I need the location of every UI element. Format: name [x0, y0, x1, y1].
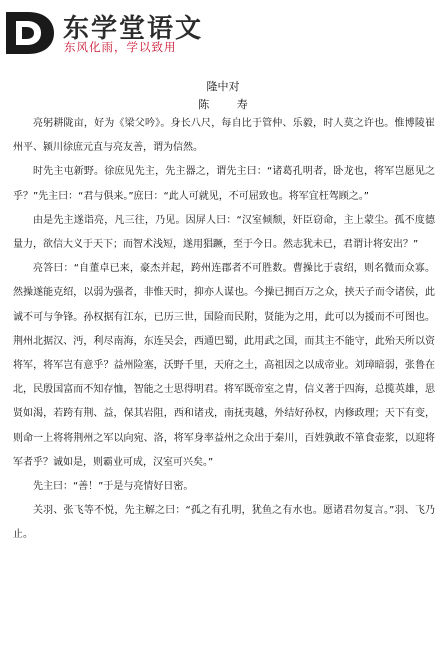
- d-letter-logo-icon: [2, 8, 58, 58]
- paragraph-6: 关羽、张飞等不悦，先主解之曰：“孤之有孔明，犹鱼之有水也。愿诸君勿复言。”羽、飞乃止。: [13, 505, 435, 541]
- document-body: [13, 112, 435, 548]
- paragraph-1: 亮躬耕陇亩，好为《梁父吟》。身长八尺，每自比于管仲、乐毅，时人莫之许也。惟博陵崔州平、颍川徐庶元直与亮友善，谓为信然。: [13, 118, 435, 154]
- paragraph-2: 时先主屯新野。徐庶见先主，先主器之，谓先主曰：“诸葛孔明者，卧龙也，将军岂愿见之乎？”先主曰：“君与俱来。”庶曰：“此人可就见，不可屈致也。将军宜枉驾顾之。”: [13, 166, 435, 202]
- site-header: [0, 0, 446, 64]
- brand-name: 东学堂语文: [63, 14, 204, 44]
- document-title: 隆中对: [206, 80, 240, 93]
- paragraph-4: 亮答曰：“自董卓已来，豪杰并起，跨州连郡者不可胜数。曹操比于袁绍，则名微而众寡。然操遂能克绍，以弱为强者，非惟天时，抑亦人谋也。今操已拥百万之众，挟天子而令诸侯，此诚不可与争锋。孙权据有江东，已历三世，国险而民附，贤能为之用，此可以为援而不可图也。荆州北据汉、沔，利尽南海，东连吴会，西通巴蜀，此用武之国，而其主不能守，此殆天所以资将军，将军岂有意乎？益州险塞，沃野千里，天府之土，高祖因之以成帝业。刘璋暗弱，张鲁在北，民殷国富而不知存恤，智能之士思得明君。将军既帝室之胄，信义著于四海，总揽英雄，思贤如渴，若跨有荆、益，保其岩阻，西和诸戎，南抚夷越，外结好孙权，内修政理；天下有变，则命一上将将荆州之军以向宛、洛，将军身率益州之众出于秦川，百姓孰敢不箪食壶浆，以迎将军者乎？诚如是，则霸业可成，汉室可兴矣。”: [13, 263, 435, 468]
- brand-slogan: 东风化雨，学以致用: [64, 40, 177, 54]
- paragraph-5: 先主曰：“善！”于是与亮情好日密。: [33, 481, 194, 493]
- paragraph-3: 由是先主遂诣亮，凡三往，乃见。因屏人曰：“汉室倾颓，奸臣窃命，主上蒙尘。孤不度德量力，欲信大义于天下；而智术浅短，遂用猖蹶，至于今日。然志犹未已，君谓计将安出？”: [13, 214, 435, 251]
- document-author: 陈 寿: [198, 98, 260, 111]
